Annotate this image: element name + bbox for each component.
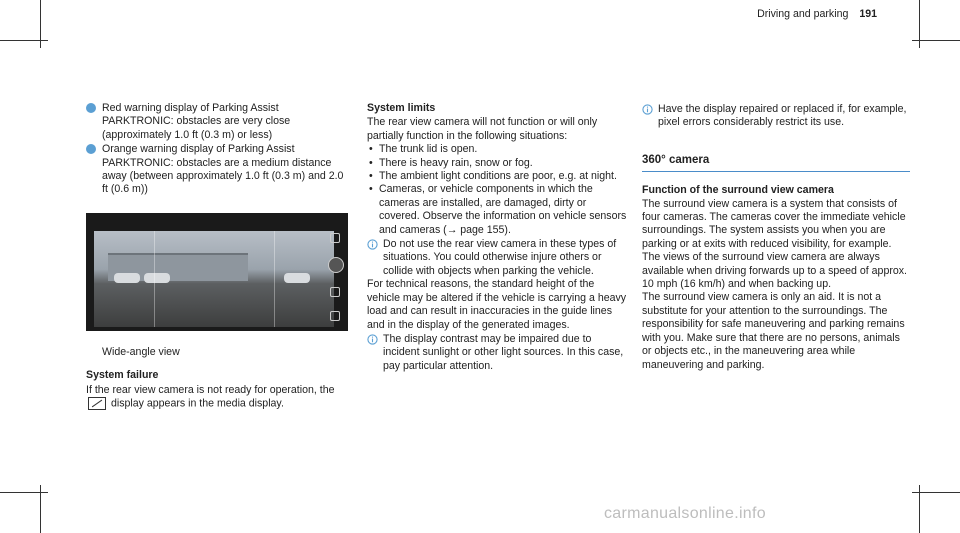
car-shape bbox=[114, 273, 140, 283]
crop-mark bbox=[0, 492, 48, 493]
column-1 bbox=[81, 102, 346, 411]
column-2 bbox=[367, 102, 629, 373]
sub-heading: Function of the surround view camera bbox=[642, 184, 834, 197]
system-limits-heading: System limits bbox=[367, 102, 436, 114]
page-header bbox=[757, 8, 877, 21]
limits-list bbox=[367, 143, 629, 237]
car-shape bbox=[284, 273, 310, 283]
paragraph: For technical reasons, the standard height of the vehicle may be altered if the vehicle is carrying a heavy load and can result in inaccuracies in the guide lines and in the display of the generated images. bbox=[367, 278, 627, 331]
note bbox=[642, 103, 910, 130]
note bbox=[367, 238, 629, 278]
paragraph: The surround view camera is a system that consists of four cameras. The cameras cover the immediate vehicle surroundings. The system assists you when you are parking or at exits with reduced visibility, for example. bbox=[642, 197, 906, 250]
column-3 bbox=[642, 102, 910, 372]
wide-angle-camera-image bbox=[86, 213, 348, 331]
item-text: Orange warning display of Parking Assist PARKTRONIC: obstacles are a medium distance away (between approximately 1.0 ft (0.3 m) and 2.0 ft (0.6 m)) bbox=[102, 143, 344, 196]
page-number: 191 bbox=[859, 8, 877, 20]
paragraph: The views of the surround view camera are always available when driving forwards up to a speed of approx. 10 mph (16 km/h) and when backing up. bbox=[642, 251, 908, 291]
list-item: • Cameras, or vehicle components in which the cameras are installed, are damaged, dirty or covered. Observe the information on vehicle sensors and cameras (→ page 155). bbox=[367, 183, 629, 237]
system-limits-intro: The rear view camera will not function or will only partially function in the following situations: bbox=[367, 116, 598, 142]
system-failure-heading: System failure bbox=[86, 369, 159, 382]
failure-text-part: If the rear view camera is not ready for operation, the bbox=[86, 383, 335, 396]
camera-view bbox=[94, 231, 334, 327]
header-section: Driving and parking bbox=[757, 8, 849, 20]
paragraph: The surround view camera is only an aid. It is not a substitute for your attention to the surroundings. The responsibility for safe maneuvering and parking remains with you. Make sure that there are no persons, animals or objects etc., in the maneuvering area while maneuvering and parking. bbox=[642, 291, 905, 371]
settings-icon bbox=[330, 311, 340, 321]
view-divider bbox=[274, 231, 275, 327]
note bbox=[367, 333, 629, 373]
section-title: 360° camera bbox=[642, 154, 910, 172]
watermark: carmanualsonline.info bbox=[604, 505, 766, 522]
view-icon bbox=[330, 287, 340, 297]
callout-number: 5 bbox=[86, 103, 96, 113]
list-item: • The trunk lid is open. bbox=[367, 143, 629, 156]
item-text: Red warning display of Parking Assist PARKTRONIC: obstacles are very close (approximately 1.0 ft (0.3 m) or less) bbox=[102, 102, 291, 141]
camera-icon bbox=[330, 233, 340, 243]
toggle-icon bbox=[328, 257, 344, 273]
crop-mark bbox=[0, 40, 48, 41]
note-text: The display contrast may be impaired due to incident sunlight or other light sources. In this case, pay particular attention. bbox=[383, 332, 624, 372]
info-icon bbox=[367, 334, 378, 345]
image-caption: Wide-angle view bbox=[102, 345, 180, 358]
system-failure-text bbox=[86, 384, 346, 411]
list-item: • There is heavy rain, snow or fog. bbox=[367, 157, 629, 170]
failure-text-part: display appears in the media display. bbox=[110, 397, 284, 410]
list-item bbox=[81, 102, 346, 142]
view-divider bbox=[154, 231, 155, 327]
car-shape bbox=[144, 273, 170, 283]
info-icon bbox=[367, 239, 378, 250]
info-icon bbox=[642, 104, 653, 115]
list-item bbox=[81, 143, 346, 197]
list-item: • The ambient light conditions are poor, e.g. at night. bbox=[367, 170, 629, 183]
note-text: Do not use the rear view camera in these types of situations. You could otherwise injure others or collide with objects when parking the vehicle. bbox=[383, 238, 617, 277]
display-unavailable-icon bbox=[88, 397, 106, 410]
note-text: Have the display repaired or replaced if, for example, pixel errors considerably restrict its use. bbox=[658, 103, 907, 129]
side-controls bbox=[328, 233, 342, 323]
crop-mark bbox=[912, 40, 960, 41]
crop-mark bbox=[912, 492, 960, 493]
callout-number: 6 bbox=[86, 144, 96, 154]
